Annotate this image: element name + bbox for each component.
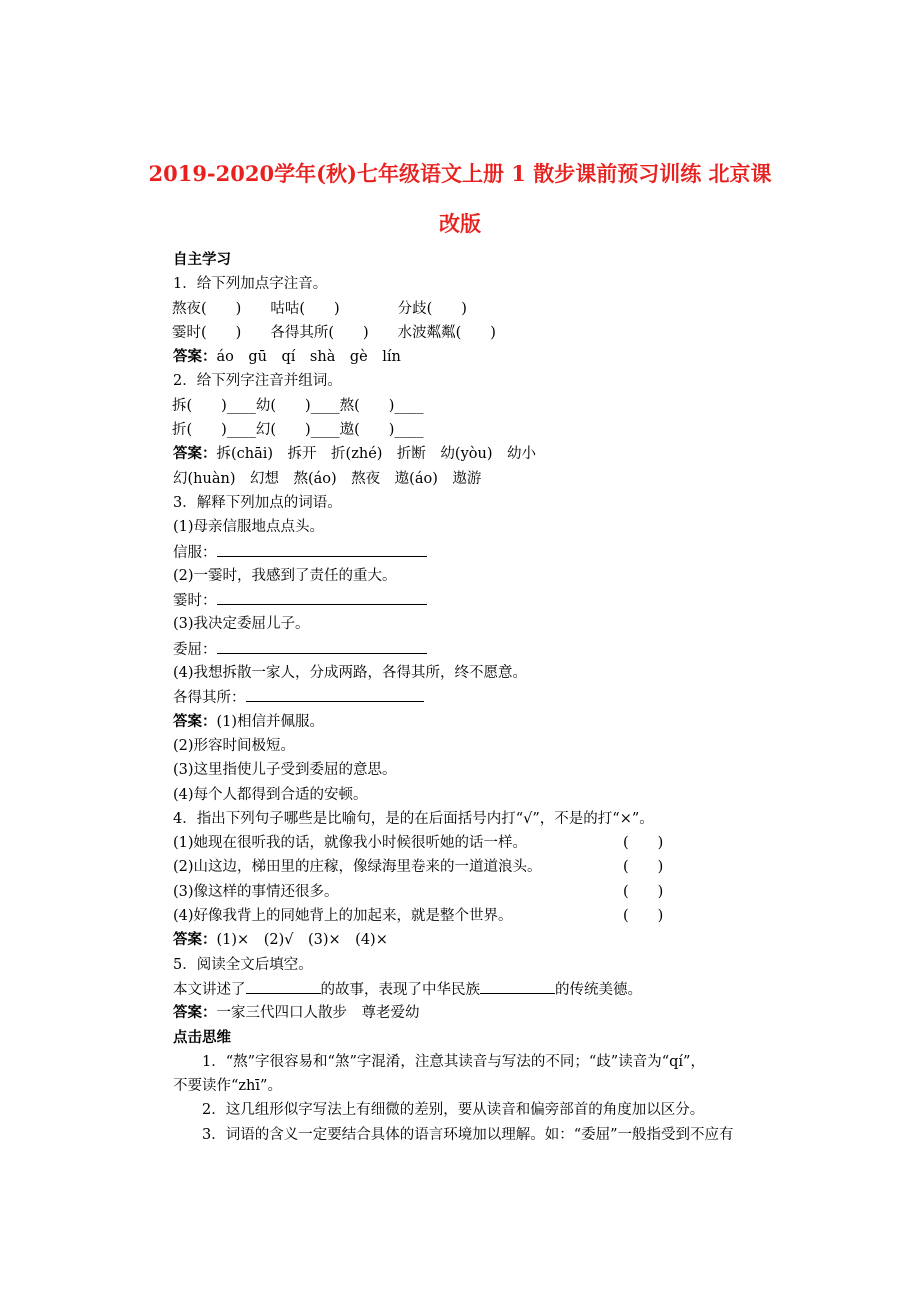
q1-row2: 霎时( ) 各得其所( ) 水波粼粼( ) (172, 324, 496, 341)
q3-answer-1 (173, 710, 793, 734)
answer-label: 答案： (173, 1004, 217, 1022)
answer-text: 拆(chāi) 拆开 折(zhé) 折断 幼(yòu) 幼小 (216, 446, 537, 463)
q4-sentence-3 (173, 880, 793, 904)
answer-label: 答案： (173, 445, 217, 463)
fill-label: 各得其所： (173, 690, 246, 707)
answer-bracket[interactable]: ( ) (623, 883, 664, 900)
answer-text: (1)× (2)√ (3)× (4)× (216, 932, 388, 949)
q3-answer-4: (4)每个人都得到合适的安顿。 (173, 786, 368, 803)
section-heading-thinking: 点击思维 (173, 1028, 231, 1046)
fill-text: 本文讲述了 (173, 981, 246, 998)
fill-label: 信服： (173, 544, 217, 561)
document-title: 2019-2020学年(秋)七年级语文上册 1 散步课前预习训练 北京课 (148, 161, 772, 186)
q2-row1: 拆( )____幼( )____熬( )____ (172, 397, 424, 414)
sentence-text: (1)她现在很听我的话，就像我小时候很听她的话一样。 (173, 835, 528, 852)
fill-text: 的故事，表现了中华民族 (320, 981, 480, 998)
q2-prompt: 2．给下列字注音并组词。 (173, 373, 342, 390)
q4-sentence-1 (173, 831, 793, 855)
answer-text: (1)相信并佩服。 (216, 713, 325, 730)
answer-label: 答案： (173, 931, 217, 949)
thinking-paragraph-2: 2．这几组形似字写法上有细微的差别，要从读音和偏旁部首的角度加以区分。 (202, 1102, 705, 1119)
q3-sentence-3: (3)我决定委屈儿子。 (173, 616, 310, 633)
q5-fill (173, 977, 793, 1001)
sentence-text: (2)山这边，梯田里的庄稼，像绿海里卷来的一道道浪头。 (173, 859, 542, 876)
q2-answer-line2: 幻(huàn) 幻想 熬(áo) 熬夜 遨(áo) 遨游 (173, 470, 482, 487)
paragraph-text: 1．“熬”字很容易和“煞”字混淆，注意其读音与写法的不同；“歧”读音为“qí”， (202, 1053, 705, 1070)
q5-prompt: 5．阅读全文后填空。 (173, 956, 313, 973)
answer-text: 一家三代四口人散步 尊老爱幼 (216, 1005, 420, 1022)
q3-answer-3: (3)这里指使儿子受到委屈的意思。 (173, 762, 397, 779)
sentence-text: (3)像这样的事情还很多。 (173, 883, 339, 900)
answer-blank[interactable] (217, 540, 427, 557)
q3-fill-4 (173, 685, 793, 709)
fill-label: 委屈： (173, 641, 217, 658)
q3-sentence-1: (1)母亲信服地点点头。 (173, 519, 325, 536)
document-body (173, 248, 793, 1147)
thinking-paragraph-1-cont: 不要读作“zhī”。 (173, 1078, 282, 1095)
q3-prompt: 3．解释下列加点的词语。 (173, 494, 342, 511)
q4-prompt: 4．指出下列句子哪些是比喻句，是的在后面括号内打“√”，不是的打“×”。 (173, 810, 654, 827)
q1-answer (173, 345, 793, 369)
fill-text: 的传统美德。 (555, 981, 642, 998)
answer-label: 答案： (173, 348, 217, 366)
q5-answer (173, 1001, 793, 1025)
thinking-paragraph-3: 3．词语的含义一定要结合具体的语言环境加以理解。如：“委屈”一般指受到不应有 (202, 1126, 734, 1143)
answer-blank[interactable] (480, 977, 555, 994)
document-title-continued: 改版 (439, 211, 481, 236)
q2-row2: 折( )____幻( )____遨( )____ (172, 422, 424, 439)
answer-blank[interactable] (246, 977, 321, 994)
sentence-text: (4)好像我背上的同她背上的加起来，就是整个世界。 (173, 908, 513, 925)
thinking-paragraph-1 (173, 1050, 793, 1074)
q3-sentence-2: (2)一霎时，我感到了责任的重大。 (173, 567, 397, 584)
answer-blank[interactable] (217, 588, 427, 605)
fill-label: 霎时： (173, 593, 217, 610)
q4-answer (173, 928, 793, 952)
q3-fill-1 (173, 540, 793, 564)
answer-bracket[interactable]: ( ) (623, 859, 664, 876)
section-heading-self-study: 自主学习 (173, 251, 231, 268)
answer-bracket[interactable]: ( ) (623, 835, 664, 852)
q1-prompt: 1．给下列加点字注音。 (173, 276, 328, 293)
q4-sentence-4 (173, 904, 793, 928)
q3-fill-2 (173, 588, 793, 612)
q4-sentence-2 (173, 855, 793, 879)
q2-answer-line1 (173, 442, 793, 466)
answer-text: áo gū qí shà gè lín (216, 349, 401, 366)
q3-fill-3 (173, 637, 793, 661)
answer-blank[interactable] (246, 685, 424, 702)
q3-answer-2: (2)形容时间极短。 (173, 737, 296, 754)
q3-sentence-4: (4)我想拆散一家人，分成两路，各得其所，终不愿意。 (173, 665, 528, 682)
q1-row1: 熬夜( ) 咕咕( ) 分歧( ) (172, 300, 467, 317)
answer-bracket[interactable]: ( ) (623, 908, 664, 925)
answer-blank[interactable] (217, 637, 427, 654)
answer-label: 答案： (173, 712, 217, 730)
